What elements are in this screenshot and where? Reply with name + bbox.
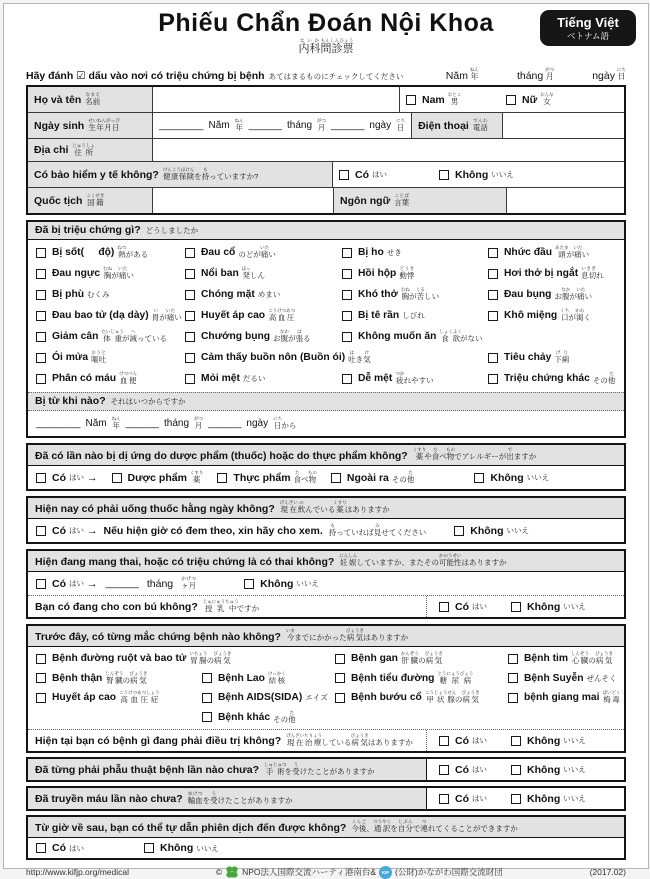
checkbox-allergy-yes[interactable] bbox=[36, 473, 46, 483]
checkbox-symptom[interactable] bbox=[342, 311, 352, 321]
treatment-no-option: Không いいえ bbox=[511, 735, 586, 747]
blank-month[interactable]: ______ bbox=[248, 120, 282, 131]
symptom-item: Chóng mặt めまい bbox=[185, 284, 342, 305]
checkbox-symptom[interactable] bbox=[488, 311, 498, 321]
transfusion-answers bbox=[427, 788, 624, 809]
insurance-row bbox=[28, 161, 624, 187]
questionnaire-page bbox=[3, 3, 649, 877]
personal-info-table bbox=[26, 85, 626, 215]
instruction-text-japanese: あてはまるものにチェックしてください bbox=[268, 72, 404, 81]
nationality-row bbox=[28, 187, 624, 213]
disease-item: Bệnh đường ruột và bao tử 胃腸いちょうの病気びょうき bbox=[36, 649, 335, 669]
checkbox-disease[interactable] bbox=[202, 693, 212, 703]
checkbox-medicine-no[interactable] bbox=[454, 526, 464, 536]
pregnancy-section bbox=[26, 549, 626, 619]
checkbox-female[interactable] bbox=[506, 95, 516, 105]
breastfeeding-answers bbox=[426, 596, 624, 617]
medical-history-section bbox=[26, 624, 626, 753]
checkbox-symptom[interactable] bbox=[342, 332, 352, 342]
birthdate-row bbox=[28, 112, 624, 138]
arrow: → bbox=[87, 471, 98, 484]
address-label: Địa chỉ 住所じゅうしょ bbox=[28, 139, 152, 161]
blank-year[interactable]: ________ bbox=[159, 120, 204, 131]
nationality-field[interactable] bbox=[152, 188, 333, 213]
checkbox-symptom[interactable] bbox=[36, 332, 46, 342]
checkbox-symptom[interactable] bbox=[185, 374, 195, 384]
checkbox-symptom[interactable] bbox=[185, 248, 195, 258]
checkbox-symptom[interactable] bbox=[185, 269, 195, 279]
pregnancy-yes-option: Có はい → bbox=[36, 578, 98, 590]
disease-item: Bệnh khác その他た bbox=[202, 708, 335, 728]
symptom-item: Giảm cân 体重たいじゅうが減へっている bbox=[36, 326, 185, 347]
date-day-kanji: 日にち bbox=[617, 67, 626, 81]
checkbox-symptom[interactable] bbox=[488, 374, 498, 384]
blank-pregnancy-months[interactable]: ______ bbox=[105, 578, 139, 589]
symptoms-grid bbox=[28, 240, 624, 392]
checkbox-allergy-other[interactable] bbox=[331, 473, 341, 483]
disease-item: Bệnh AIDS(SIDA) エイズ bbox=[202, 688, 335, 708]
checkbox-disease[interactable] bbox=[508, 693, 518, 703]
symptom-item: Tiêu chảy 下痢げり bbox=[488, 347, 624, 368]
language-badge-japanese: ベトナム語 bbox=[566, 31, 610, 42]
current-treatment-question: Hiện tại bạn có bệnh gì đang phải điều trị không? 現在げんざい治療ちりょうしている病気びょうきはありますか bbox=[35, 733, 413, 747]
breastfeeding-row bbox=[28, 595, 624, 617]
pregnancy-header: Hiện đang mang thai, hoặc có triệu chứng là có thai không? 妊娠にんしんしていますか、またその可能性かのうせいはありますか bbox=[28, 551, 624, 572]
allergy-section bbox=[26, 443, 626, 491]
transfusion-row bbox=[28, 788, 624, 809]
symptom-item: Đau cổ のどが痛いたい bbox=[185, 242, 342, 263]
symptom-item: Dễ mệt 疲つかれやすい bbox=[342, 368, 488, 389]
footer-url[interactable]: http://www.kifjp.org/medical bbox=[26, 867, 129, 877]
disease-item: bệnh giang mai 梅毒ばいどく bbox=[508, 688, 624, 708]
name-field[interactable] bbox=[152, 87, 399, 112]
date-year-kanji: 年ねん bbox=[469, 67, 479, 81]
insurance-no-option: Không いいえ bbox=[439, 169, 514, 181]
checkbox-disease[interactable] bbox=[335, 693, 345, 703]
checkbox-pregnancy-no[interactable] bbox=[244, 579, 254, 589]
interpreter-yes-option: Có はい bbox=[36, 842, 84, 854]
surgery-yes-option: Có はい bbox=[439, 764, 487, 776]
symptom-item: Bị phù むくみ bbox=[36, 284, 185, 305]
disease-item: Huyết áp cao 高血圧症こうけつあつしょう bbox=[36, 688, 202, 708]
symptom-item: Khô miệng 口くちが渇かわく bbox=[488, 305, 624, 326]
birthdate-field[interactable]: ________ Năm 年ねん ______ tháng 月がつ ______ ngày 日にち bbox=[152, 113, 411, 138]
insurance-answers bbox=[332, 162, 624, 187]
medicine-show-note-japanese: 持もっていれば見みせてください bbox=[328, 523, 427, 537]
date-month-label[interactable]: tháng bbox=[516, 70, 544, 82]
transfusion-section bbox=[26, 786, 626, 811]
allergy-food-option: Thực phẩm 食たべ物もの bbox=[217, 470, 316, 485]
insurance-label: Có bảo hiểm y tế không? 健康保険けんこうほけんを持もっていますか? bbox=[28, 162, 332, 187]
checkbox-symptom[interactable] bbox=[342, 269, 352, 279]
checkbox-disease[interactable] bbox=[36, 654, 46, 664]
gender-female-option: Nữ 女おんな bbox=[506, 92, 554, 107]
allergy-drug-option: Dược phẩm 薬くすり bbox=[112, 470, 204, 485]
page-title-japanese: 内科ないか問診票もんしんひょう bbox=[298, 38, 354, 55]
blank-since-year[interactable]: ________ bbox=[36, 418, 81, 429]
allergy-yes-option: Có はい → bbox=[36, 472, 98, 484]
copyright-symbol: © bbox=[215, 867, 223, 877]
since-when-subheader: Bị từ khi nào? それはいつからですか bbox=[28, 392, 624, 411]
symptom-item: Không muốn ăn 食欲しょくよくがない bbox=[342, 326, 488, 347]
disease-item: Bệnh gan 肝臓かんぞうの病気びょうき bbox=[335, 649, 508, 669]
symptom-item: Phân có máu 血便けつべん bbox=[36, 368, 185, 389]
symptom-item: Cảm thấy buồn nôn (Buồn ói) 吐はき気け bbox=[185, 347, 488, 368]
checkbox-symptom[interactable] bbox=[36, 374, 46, 384]
insurance-yes-option: Có はい bbox=[339, 169, 439, 181]
checkbox-transfusion-no[interactable] bbox=[511, 794, 521, 804]
language-label: Ngôn ngữ 言葉ことば bbox=[333, 188, 506, 213]
checkbox-symptom[interactable] bbox=[185, 353, 195, 363]
medicine-no-option: Không いいえ bbox=[454, 525, 529, 537]
breastfeeding-question: Bạn có đang cho con bú không? 授乳中じゅにゅうちゅうですか bbox=[35, 599, 260, 613]
since-date-row: ________ Năm 年ねん ______ tháng 月がつ ______ ngày 日にちから bbox=[36, 416, 297, 430]
checkbox-symptom[interactable] bbox=[488, 248, 498, 258]
checkbox-symptom[interactable] bbox=[185, 290, 195, 300]
checkbox-insurance-yes[interactable] bbox=[339, 170, 349, 180]
allergy-no-option: Không いいえ bbox=[474, 472, 549, 484]
interpreter-no-option: Không いいえ bbox=[144, 842, 219, 854]
language-badge-vietnamese: Tiếng Việt bbox=[557, 15, 619, 30]
daily-medicine-header: Hiện nay có phải uống thuốc hằng ngày không? 現在げんざい飲のんでいる薬くすりはありますか bbox=[28, 498, 624, 519]
checkbox-treatment-yes[interactable] bbox=[439, 736, 449, 746]
symptom-item: Chướng bụng お腹なかが張はる bbox=[185, 326, 342, 347]
symptom-item: Ói mửa 嘔吐おうと bbox=[36, 347, 185, 368]
blank-since-month[interactable]: ______ bbox=[125, 418, 159, 429]
language-badge bbox=[540, 10, 636, 46]
checkbox-insurance-no[interactable] bbox=[439, 170, 449, 180]
symptom-item: Đau bao tử (dạ dày) 胃いが痛いたい bbox=[36, 305, 185, 326]
checkbox-disease[interactable] bbox=[335, 654, 345, 664]
gender-male-option: Nam 男おとこ bbox=[406, 92, 506, 107]
checkbox-breastfeeding-yes[interactable] bbox=[439, 602, 449, 612]
date-day-label[interactable]: ngày bbox=[592, 70, 615, 82]
checkbox-symptom[interactable] bbox=[36, 353, 46, 363]
surgery-question: Đã từng phải phẫu thuật bệnh lần nào chưa? 手術しゅじゅつを受うけたことがありますか bbox=[28, 759, 427, 780]
symptom-item: Bị sốt( độ) 熱ねつがある bbox=[36, 242, 185, 263]
arrow: → bbox=[87, 524, 98, 537]
surgery-row bbox=[28, 759, 624, 780]
checkbox-symptom[interactable] bbox=[488, 353, 498, 363]
checkbox-symptom[interactable] bbox=[36, 311, 46, 321]
nationality-label: Quốc tịch 国籍こくせき bbox=[28, 188, 152, 213]
checkbox-allergy-food[interactable] bbox=[217, 473, 227, 483]
interpreter-answers bbox=[28, 838, 624, 858]
instruction-row bbox=[26, 67, 626, 82]
gender-cell bbox=[399, 87, 624, 112]
phone-field[interactable] bbox=[502, 113, 633, 138]
disease-item: Bệnh tim 心臓しんぞうの病気びょうき bbox=[508, 649, 624, 669]
date-year-label[interactable]: Năm bbox=[445, 70, 468, 82]
footer-org-npo: NPO法人国際交流ハーティ港南台& bbox=[242, 867, 377, 877]
checkbox-symptom[interactable] bbox=[185, 332, 195, 342]
breastfeeding-yes-option: Có はい bbox=[439, 601, 487, 613]
medicine-show-note: Nếu hiện giờ có đem theo, xin hãy cho xem. bbox=[103, 524, 323, 537]
birthdate-label: Ngày sinh 生年月日せいねんがっぴ bbox=[28, 113, 152, 138]
form-date-fields bbox=[446, 67, 626, 82]
checkbox-symptom[interactable] bbox=[36, 269, 46, 279]
symptom-item-empty bbox=[488, 326, 624, 347]
checkbox-symptom[interactable] bbox=[488, 290, 498, 300]
surgery-section bbox=[26, 757, 626, 782]
allergy-header: Đã có lần nào bị dị ứng do dược phẩm (thuốc) hoặc do thực phẩm không? 薬くすりや食たべ物ものでアレルギーが出でますか bbox=[28, 445, 624, 466]
allergy-answers bbox=[28, 466, 624, 489]
checkbox-symptom[interactable] bbox=[185, 311, 195, 321]
symptom-item: Mỏi mệt だるい bbox=[185, 368, 342, 389]
checkbox-symptom[interactable] bbox=[342, 290, 352, 300]
checkbox-medicine-yes[interactable] bbox=[36, 526, 46, 536]
symptom-item: Bị tê rần しびれ bbox=[342, 305, 488, 326]
checkbox-symptom[interactable] bbox=[488, 269, 498, 279]
symptoms-header: Đã bị triệu chứng gì? どうしましたか bbox=[28, 222, 624, 240]
header bbox=[4, 4, 648, 65]
checkbox-transfusion-yes[interactable] bbox=[439, 794, 449, 804]
daily-medicine-section bbox=[26, 496, 626, 544]
symptom-item: Đau bụng お腹なかが痛いたい bbox=[488, 284, 624, 305]
footer-org-kanagawa: (公財)かながわ国際交流財団 bbox=[395, 867, 503, 877]
checkbox-disease[interactable] bbox=[202, 673, 212, 683]
checkbox-disease[interactable] bbox=[36, 673, 46, 683]
current-treatment-row bbox=[28, 729, 624, 751]
checkbox-symptom[interactable] bbox=[342, 374, 352, 384]
pregnancy-no-option: Không いいえ bbox=[244, 578, 319, 590]
instruction-text: Hãy đánh ☑ dấu vào nơi có triệu chứng bị bệnh bbox=[26, 70, 265, 82]
transfusion-question: Đã truyền máu lần nào chưa? 輸血ゆけつを受うけたことがありますか bbox=[28, 788, 427, 809]
symptom-item: Khó thở 胸むねが苦くるしい bbox=[342, 284, 488, 305]
address-field[interactable] bbox=[152, 139, 624, 161]
disease-item: Bệnh tiểu đường 糖尿病とうにょうびょう bbox=[335, 669, 508, 689]
phone-label: Điện thoại 電話でんわ bbox=[411, 113, 502, 138]
symptom-item: Hồi hộp 動悸どうき bbox=[342, 263, 488, 284]
checkbox-disease[interactable] bbox=[335, 673, 345, 683]
symptom-item: Triệu chứng khác その他た bbox=[488, 368, 624, 389]
disease-item: Bệnh Suyễn ぜんそく bbox=[508, 669, 624, 689]
kif-logo-icon: KIF bbox=[379, 866, 392, 879]
language-field[interactable] bbox=[506, 188, 624, 213]
allergy-other-option: Ngoài ra その他た bbox=[331, 470, 415, 485]
transfusion-yes-option: Có はい bbox=[439, 793, 487, 805]
breastfeeding-no-option: Không いいえ bbox=[511, 601, 586, 613]
date-month-kanji: 月がつ bbox=[545, 67, 555, 81]
daily-medicine-answers bbox=[28, 519, 624, 542]
medicine-yes-option: Có はい → bbox=[36, 525, 98, 537]
blank-day[interactable]: ______ bbox=[331, 120, 365, 131]
page-title: Phiếu Chẩn Đoán Nội Khoa bbox=[158, 9, 494, 37]
symptom-item: Hơi thở bị ngắt 息切いきぎれ bbox=[488, 263, 624, 284]
disease-item-empty bbox=[36, 708, 202, 728]
checkbox-allergy-drug[interactable] bbox=[112, 473, 122, 483]
surgery-answers bbox=[427, 759, 624, 780]
checkbox-disease[interactable] bbox=[36, 693, 46, 703]
checkbox-surgery-no[interactable] bbox=[511, 765, 521, 775]
symptom-item: Huyết áp cao 高血圧こうけつあつ bbox=[185, 305, 342, 326]
checkbox-disease[interactable] bbox=[508, 673, 518, 683]
name-label: Họ và tên 名前なまえ bbox=[28, 87, 152, 112]
checkbox-symptom[interactable] bbox=[342, 248, 352, 258]
arrow: → bbox=[87, 577, 98, 590]
checkbox-interpreter-no[interactable] bbox=[144, 843, 154, 853]
checkbox-disease[interactable] bbox=[202, 712, 212, 722]
checkbox-pregnancy-yes[interactable] bbox=[36, 579, 46, 589]
medical-history-header: Trước đây, có từng mắc chứng bệnh nào không? 今いままでにかかった病気びょうきはありますか bbox=[28, 626, 624, 647]
symptom-item: Bị ho せき bbox=[342, 242, 488, 263]
checkbox-symptom[interactable] bbox=[36, 248, 46, 258]
name-row bbox=[28, 87, 624, 112]
symptom-item: Nổi ban 発ほっしん bbox=[185, 263, 342, 284]
address-row bbox=[28, 138, 624, 161]
checkbox-disease[interactable] bbox=[508, 654, 518, 664]
checkbox-male[interactable] bbox=[406, 95, 416, 105]
footer-version: (2017.02) bbox=[589, 867, 626, 877]
pregnancy-answers: Có はい → ______ tháng ヶ月かげつ Không いいえ bbox=[28, 572, 624, 595]
current-treatment-answers bbox=[426, 730, 624, 751]
interpreter-header: Từ giờ về sau, bạn có thể tự dẫn phiên dịch đến được không? 今後こんご、通訳つうやくを自分じぶんで連つれてくることができますか bbox=[28, 817, 624, 838]
checkbox-interpreter-yes[interactable] bbox=[36, 843, 46, 853]
checkbox-allergy-no[interactable] bbox=[474, 473, 484, 483]
interpreter-section bbox=[26, 815, 626, 860]
blank-since-day[interactable]: ______ bbox=[208, 418, 242, 429]
footer bbox=[26, 865, 626, 879]
footer-credits bbox=[216, 865, 503, 879]
checkbox-treatment-no[interactable] bbox=[511, 736, 521, 746]
symptom-item: Nhức đầu 頭あたまが痛いたい bbox=[488, 242, 624, 263]
checkbox-symptom[interactable] bbox=[36, 290, 46, 300]
symptom-item: Đau ngực 胸むねが痛いたい bbox=[36, 263, 185, 284]
disease-grid bbox=[28, 647, 624, 729]
surgery-no-option: Không いいえ bbox=[511, 764, 586, 776]
clover-icon bbox=[225, 865, 239, 879]
disease-item: Bệnh thận 腎臓じんぞうの病気びょうき bbox=[36, 669, 202, 689]
transfusion-no-option: Không いいえ bbox=[511, 793, 586, 805]
disease-item: Bệnh bướu cổ 甲状腺こうじょうせんの病気びょうき bbox=[335, 688, 508, 708]
symptoms-section bbox=[26, 220, 626, 438]
disease-item: Bệnh Lao 結核けっかく bbox=[202, 669, 335, 689]
checkbox-surgery-yes[interactable] bbox=[439, 765, 449, 775]
treatment-yes-option: Có はい bbox=[439, 735, 487, 747]
checkbox-breastfeeding-no[interactable] bbox=[511, 602, 521, 612]
